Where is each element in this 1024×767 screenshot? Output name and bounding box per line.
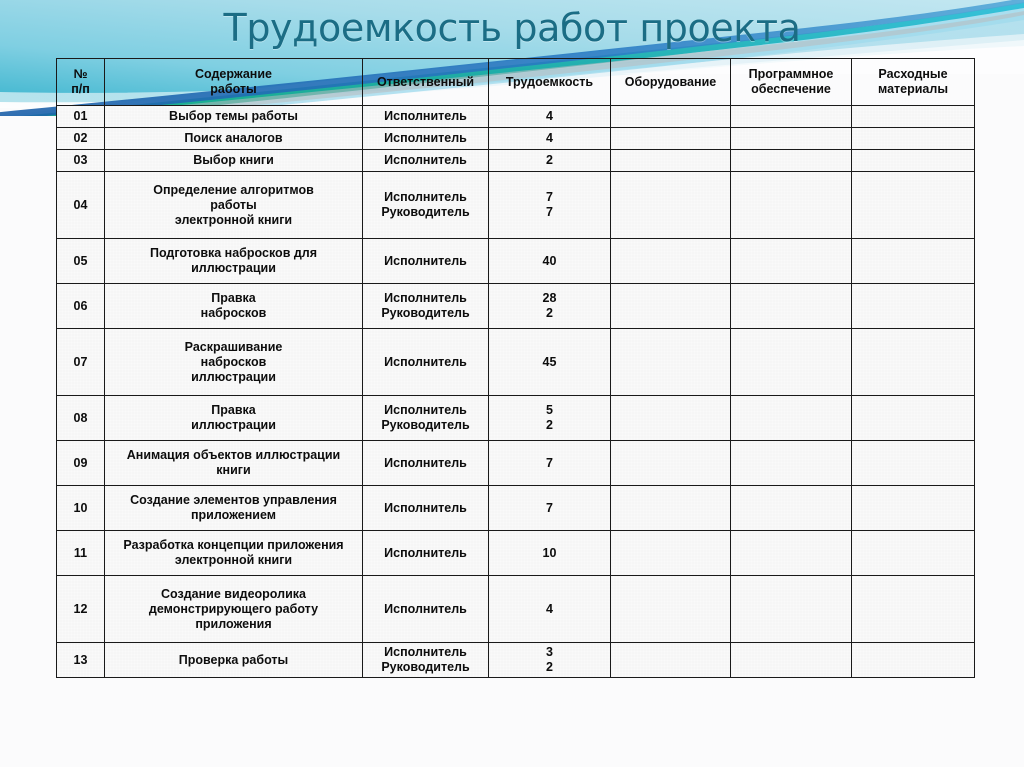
cell-effort xyxy=(489,284,611,329)
table-row xyxy=(57,128,975,150)
cell-row-number: 09 xyxy=(57,441,105,486)
cell-equipment xyxy=(611,239,731,284)
cell-task-content xyxy=(105,172,363,239)
cell-effort xyxy=(489,128,611,150)
cell-task-content xyxy=(105,329,363,396)
column-header-responsible: Ответственный xyxy=(363,59,489,106)
column-header-task-line1: Содержание xyxy=(194,67,272,81)
cell-materials xyxy=(852,284,975,329)
cell-task-content-line: Раскрашивание xyxy=(184,339,283,354)
cell-task-content-line: Правка xyxy=(211,291,256,305)
cell-software xyxy=(731,128,852,150)
cell-task-content-line: Проверка работы xyxy=(178,652,289,667)
cell-responsible-line: Исполнитель xyxy=(384,601,467,616)
cell-equipment xyxy=(611,106,731,128)
cell-responsible xyxy=(363,128,489,150)
cell-row-number: 10 xyxy=(57,486,105,531)
cell-row-number: 03 xyxy=(57,150,105,172)
table-header-row xyxy=(57,59,975,106)
cell-software xyxy=(731,396,852,441)
cell-task-content-line: иллюстрации xyxy=(191,418,276,432)
cell-responsible-line: Исполнитель xyxy=(384,354,467,369)
cell-equipment xyxy=(611,150,731,172)
cell-row-number: 04 xyxy=(57,172,105,239)
cell-responsible-line: Руководитель xyxy=(381,660,470,674)
cell-responsible xyxy=(363,576,489,643)
cell-effort xyxy=(489,329,611,396)
cell-row-number: 08 xyxy=(57,396,105,441)
table-row xyxy=(57,486,975,531)
cell-task-content-line: электронной книги xyxy=(174,553,293,567)
cell-responsible-line: Исполнитель xyxy=(384,131,467,145)
cell-materials xyxy=(852,531,975,576)
cell-equipment xyxy=(611,128,731,150)
cell-row-number: 06 xyxy=(57,284,105,329)
column-header-software-line1: Программное xyxy=(748,67,834,81)
table-body xyxy=(57,106,975,678)
cell-row-number: 01 xyxy=(57,106,105,128)
table-row xyxy=(57,396,975,441)
cell-effort xyxy=(489,531,611,576)
cell-task-content-line: иллюстрации xyxy=(191,261,276,275)
cell-equipment xyxy=(611,441,731,486)
cell-materials xyxy=(852,441,975,486)
column-header-task xyxy=(105,59,363,106)
cell-task-content-line: иллюстрации xyxy=(191,369,276,384)
cell-effort-line: 7 xyxy=(546,190,553,204)
cell-equipment xyxy=(611,486,731,531)
cell-row-number: 07 xyxy=(57,329,105,396)
cell-task-content-line: Создание видеоролика xyxy=(161,586,306,601)
cell-materials xyxy=(852,329,975,396)
table-row xyxy=(57,284,975,329)
cell-responsible-line: Исполнитель xyxy=(384,253,467,268)
cell-row-number: 11 xyxy=(57,531,105,576)
cell-materials xyxy=(852,576,975,643)
cell-materials xyxy=(852,128,975,150)
cell-task-content xyxy=(105,396,363,441)
cell-responsible-line: Руководитель xyxy=(381,306,470,320)
cell-effort-line: 2 xyxy=(546,418,553,432)
cell-responsible-line: Исполнитель xyxy=(384,545,467,560)
cell-effort-line: 7 xyxy=(546,500,553,515)
cell-task-content xyxy=(105,486,363,531)
cell-responsible xyxy=(363,284,489,329)
cell-effort xyxy=(489,106,611,128)
cell-effort xyxy=(489,576,611,643)
table-row xyxy=(57,239,975,284)
cell-materials xyxy=(852,172,975,239)
cell-responsible xyxy=(363,172,489,239)
cell-responsible-line: Руководитель xyxy=(381,418,470,432)
cell-effort-line: 7 xyxy=(546,455,553,470)
cell-task-content-line: Выбор книги xyxy=(193,153,274,167)
cell-task-content-line: Подготовка набросков для xyxy=(149,246,318,260)
cell-task-content xyxy=(105,128,363,150)
cell-effort-line: 45 xyxy=(542,354,557,369)
cell-responsible xyxy=(363,106,489,128)
cell-software xyxy=(731,239,852,284)
column-header-task-line2: работы xyxy=(210,82,257,96)
cell-responsible-line: Руководитель xyxy=(381,205,470,219)
cell-effort-line: 3 xyxy=(546,645,553,659)
cell-software xyxy=(731,531,852,576)
cell-effort xyxy=(489,441,611,486)
cell-row-number: 05 xyxy=(57,239,105,284)
cell-equipment xyxy=(611,284,731,329)
cell-software xyxy=(731,486,852,531)
cell-equipment xyxy=(611,643,731,678)
cell-responsible xyxy=(363,643,489,678)
cell-effort xyxy=(489,643,611,678)
column-header-number-line2: п/п xyxy=(71,82,90,96)
cell-task-content-line: Правка xyxy=(211,403,256,417)
cell-effort-line: 2 xyxy=(546,660,553,674)
column-header-materials xyxy=(852,59,975,106)
cell-task-content-line: Анимация объектов иллюстрации xyxy=(126,448,341,462)
project-effort-table xyxy=(56,58,975,678)
cell-effort-line: 2 xyxy=(546,153,553,167)
column-header-software-line2: обеспечение xyxy=(751,82,831,96)
cell-software xyxy=(731,172,852,239)
cell-equipment xyxy=(611,329,731,396)
column-header-number-line1: № xyxy=(73,67,88,81)
cell-task-content xyxy=(105,531,363,576)
cell-equipment xyxy=(611,396,731,441)
cell-task-content-line: Определение алгоритмов xyxy=(153,182,314,197)
cell-task-content-line: демонстрирующего работу xyxy=(148,601,319,616)
cell-materials xyxy=(852,396,975,441)
cell-responsible-line: Исполнитель xyxy=(384,291,467,305)
cell-responsible-line: Исполнитель xyxy=(384,645,467,659)
cell-responsible-line: Исполнитель xyxy=(384,190,467,204)
cell-software xyxy=(731,106,852,128)
column-header-effort: Трудоемкость xyxy=(489,59,611,106)
cell-equipment xyxy=(611,172,731,239)
cell-responsible-line: Исполнитель xyxy=(384,153,467,167)
cell-row-number: 13 xyxy=(57,643,105,678)
page-title: Трудоемкость работ проекта xyxy=(223,6,801,50)
table-header xyxy=(57,59,975,106)
table-row xyxy=(57,576,975,643)
cell-materials xyxy=(852,239,975,284)
cell-effort-line: 5 xyxy=(546,403,553,417)
cell-materials xyxy=(852,643,975,678)
table-row xyxy=(57,172,975,239)
cell-materials xyxy=(852,486,975,531)
cell-task-content xyxy=(105,441,363,486)
table-row xyxy=(57,329,975,396)
cell-responsible-line: Исполнитель xyxy=(384,500,467,515)
column-header-software xyxy=(731,59,852,106)
cell-responsible xyxy=(363,531,489,576)
column-header-materials-line1: Расходные xyxy=(878,67,948,81)
cell-task-content-line: электронной книги xyxy=(174,212,293,227)
cell-materials xyxy=(852,106,975,128)
cell-effort xyxy=(489,150,611,172)
cell-task-content xyxy=(105,643,363,678)
table-row xyxy=(57,643,975,678)
cell-software xyxy=(731,329,852,396)
cell-task-content-line: набросков xyxy=(200,306,267,320)
cell-effort-line: 4 xyxy=(546,131,553,145)
cell-task-content xyxy=(105,239,363,284)
cell-task-content-line: Поиск аналогов xyxy=(184,131,283,145)
cell-task-content-line: набросков xyxy=(200,354,267,369)
column-header-equipment: Оборудование xyxy=(611,59,731,106)
cell-responsible xyxy=(363,486,489,531)
cell-effort-line: 10 xyxy=(542,545,557,560)
cell-software xyxy=(731,441,852,486)
table-row xyxy=(57,150,975,172)
cell-effort xyxy=(489,239,611,284)
cell-materials xyxy=(852,150,975,172)
cell-responsible-line: Исполнитель xyxy=(384,403,467,417)
cell-row-number: 02 xyxy=(57,128,105,150)
cell-responsible xyxy=(363,396,489,441)
cell-task-content-line: книги xyxy=(216,463,251,477)
project-effort-table-container xyxy=(56,58,974,678)
cell-responsible xyxy=(363,150,489,172)
cell-task-content xyxy=(105,284,363,329)
cell-equipment xyxy=(611,531,731,576)
cell-responsible-line: Исполнитель xyxy=(384,109,467,123)
cell-task-content xyxy=(105,576,363,643)
cell-task-content-line: работы xyxy=(210,197,257,212)
cell-software xyxy=(731,576,852,643)
cell-effort-line: 4 xyxy=(546,109,553,123)
cell-task-content-line: Разработка концепции приложения xyxy=(123,538,344,552)
cell-task-content-line: Выбор темы работы xyxy=(169,109,298,123)
column-header-materials-line2: материалы xyxy=(878,82,948,96)
cell-effort xyxy=(489,172,611,239)
cell-effort xyxy=(489,396,611,441)
cell-responsible xyxy=(363,441,489,486)
cell-task-content xyxy=(105,150,363,172)
cell-effort xyxy=(489,486,611,531)
table-row xyxy=(57,106,975,128)
table-row xyxy=(57,531,975,576)
cell-effort-line: 7 xyxy=(546,205,553,219)
cell-software xyxy=(731,284,852,329)
cell-software xyxy=(731,643,852,678)
cell-effort-line: 28 xyxy=(542,291,557,305)
cell-software xyxy=(731,150,852,172)
cell-responsible-line: Исполнитель xyxy=(384,455,467,470)
table-row xyxy=(57,441,975,486)
cell-task-content-line: Создание элементов управления xyxy=(130,493,337,507)
cell-responsible xyxy=(363,329,489,396)
cell-task-content-line: приложением xyxy=(190,508,277,522)
cell-effort-line: 2 xyxy=(546,306,553,320)
cell-effort-line: 40 xyxy=(542,253,557,268)
cell-responsible xyxy=(363,239,489,284)
cell-row-number: 12 xyxy=(57,576,105,643)
cell-task-content xyxy=(105,106,363,128)
column-header-number xyxy=(57,59,105,106)
cell-task-content-line: приложения xyxy=(195,616,272,631)
cell-effort-line: 4 xyxy=(546,601,553,616)
cell-equipment xyxy=(611,576,731,643)
